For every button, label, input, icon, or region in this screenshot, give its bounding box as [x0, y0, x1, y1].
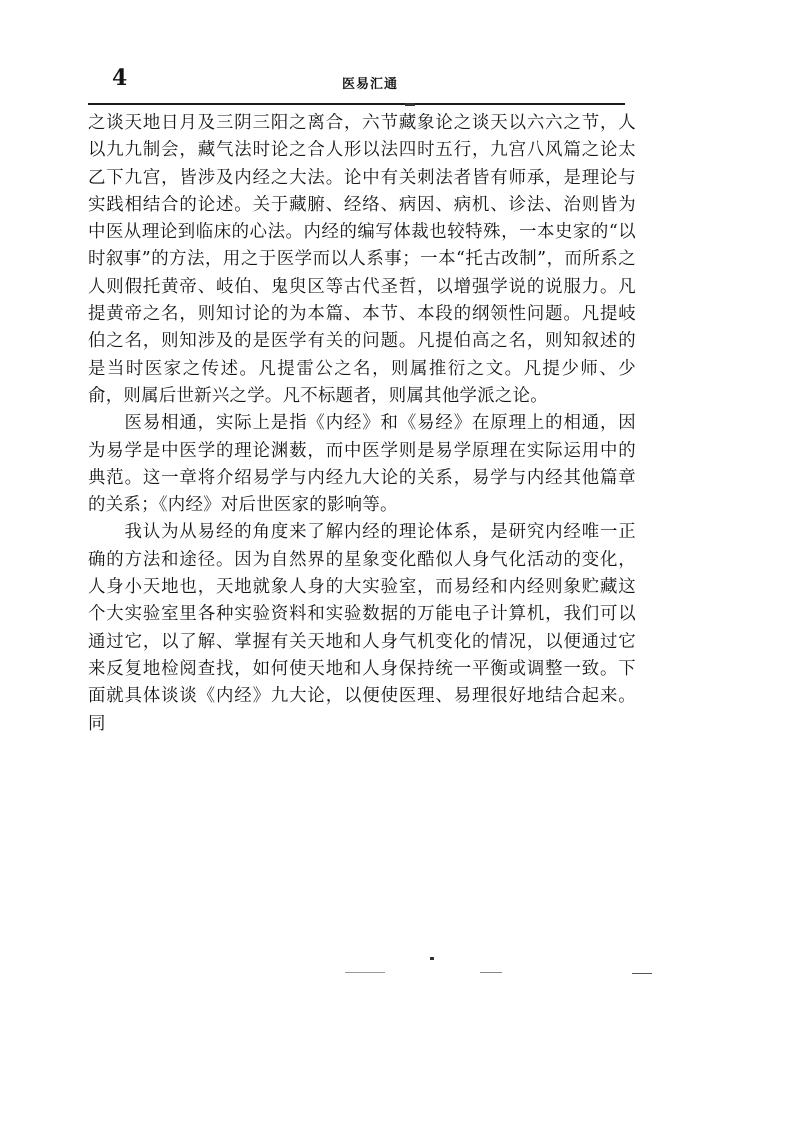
- paragraph: 医易相通，实际上是指《内经》和《易经》在原理上的相通，因为易学是中医学的理论渊薮，而中医学则是易学原理在实际运用中的典范。这一章将介绍易学与内经九大论的关系，易学与内经其他篇章的关系；《内经》对后世医家的影响等。: [88, 413, 636, 516]
- paragraph-continued: 之谈天地日月及三阴三阳之离合，六节藏象论之谈天以六六之节，人以九九制会，藏气法时论之合人形以法四时五行，九宫八风篇之论太乙下九宫，皆涉及内经之大法。论中有关刺法者皆有师承，是理论与实践相结合的论述。关于藏腑、经络、病因、病机、诊法、治则皆为中医从理论到临床的心法。内经的编写体裁也较特殊，一本史家的“以时叙事”的方法，用之于医学而以人系事；一本“托古改制”，而所系之人则假托黄帝、岐伯、鬼臾区等古代圣哲，以增强学说的说服力。凡提黄帝之名，则知讨论的为本篇、本节、本段的纲领性问题。凡提岐伯之名，则知涉及的是医学有关的问题。凡提伯高之名，则知叙述的是当时医家之传述。凡提雷公之名，则属推衍之文。凡提少师、少俞，则属后世新兴之学。凡不标题者，则属其他学派之论。: [88, 113, 636, 406]
- body-text: [88, 110, 636, 738]
- scan-speck: [480, 972, 502, 973]
- running-title: 医易汇通: [341, 77, 398, 92]
- page-number: 4: [112, 65, 128, 91]
- scan-speck: [430, 957, 434, 960]
- scan-speck: [405, 103, 415, 106]
- scan-speck: [632, 973, 652, 974]
- paragraph: 我认为从易经的角度来了解内经的理论体系，是研究内经唯一正确的方法和途径。因为自然界的星象变化酷似人身气化活动的变化，人身小天地也，天地就象人身的大实验室，而易经和内经则象贮藏这个大实验室里各种实验资料和实验数据的万能电子计算机，我们可以通过它，以了解、掌握有关天地和人身气机变化的情况，以便通过它来反复地检阅查找，如何使天地和人身保持统一平衡或调整一致。下面就具体谈谈《内经》九大论，以便使医理、易理很好地结合起来。同: [88, 522, 636, 734]
- header-rule: [88, 103, 625, 105]
- scan-speck: [345, 972, 385, 973]
